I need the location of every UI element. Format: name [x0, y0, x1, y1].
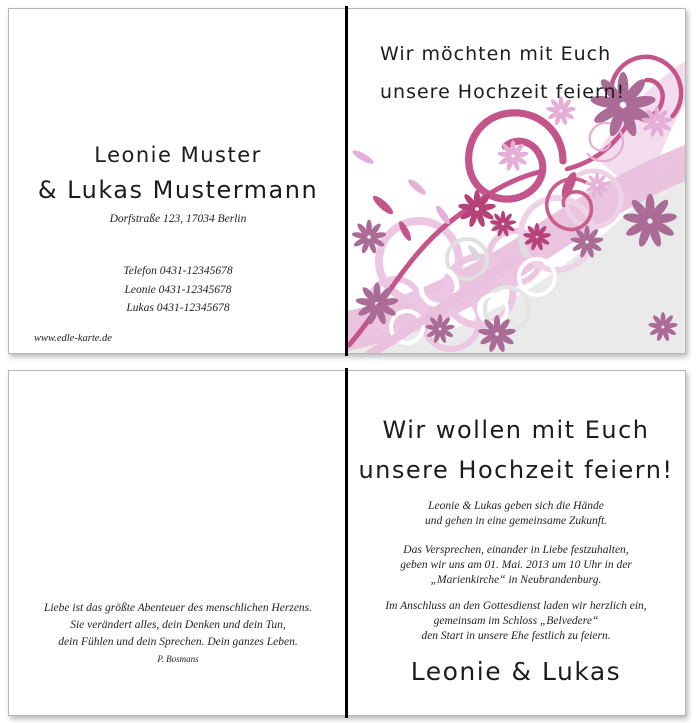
- cover-headline-line-1: Wir möchten mit Euch: [380, 43, 612, 65]
- fold-line: [345, 368, 348, 718]
- paragraph-line: Im Anschluss an den Gottesdienst laden wir herzlich ein,: [385, 599, 647, 612]
- invitation-paragraph-2: [347, 543, 685, 588]
- invitation-headline-line-2: unsere Hochzeit feiern!: [358, 455, 674, 484]
- phone-line: Leonie 0431-12345678: [124, 283, 232, 296]
- front-cover-panel: [347, 9, 685, 353]
- paragraph-line: und gehen in eine gemeinsame Zukunft.: [424, 515, 608, 528]
- quote-author: P. Bosmans: [157, 653, 199, 664]
- quote-line-3: dein Fühlen und dein Sprechen. Dein ganzes Leben.: [58, 636, 298, 649]
- phone-line: Lukas 0431-12345678: [126, 302, 230, 315]
- contact-block: [9, 9, 347, 318]
- address-line: Dorfstraße 123, 17034 Berlin: [109, 213, 247, 225]
- invitation-headline: [347, 411, 685, 490]
- paragraph-line: Das Versprechen, einander in Liebe festzuhalten,: [403, 544, 629, 557]
- signature: Leonie & Lukas: [410, 656, 622, 686]
- cover-headline-line-2: unsere Hochzeit feiern!: [380, 81, 626, 103]
- paragraph-line: „Marienkirche“ in Neubrandenburg.: [430, 573, 602, 586]
- invitation-headline-line-1: Wir wollen mit Euch: [382, 416, 650, 444]
- inside-right-panel: [347, 371, 685, 715]
- paragraph-line: den Start in unsere Ehe festlich zu feiern.: [421, 629, 611, 642]
- paragraph-line: geben wir uns am 01. Mai. 2013 um 10 Uhr in der: [400, 559, 632, 571]
- name-line-2: & Lukas Mustermann: [37, 176, 319, 204]
- quote-block: [9, 600, 347, 666]
- card-outside-spread: [8, 8, 686, 354]
- quote-line-1: Liebe ist das größte Abenteuer des menschlichen Herzens.: [43, 601, 313, 614]
- invitation-paragraph-1: [347, 499, 685, 529]
- card-inside-spread: [8, 370, 686, 716]
- back-cover-panel: [9, 9, 347, 353]
- phone-list: [9, 262, 347, 318]
- quote-line-2: Sie verändert alles, dein Denken und dein Tun,: [70, 619, 286, 631]
- invitation-paragraph-3: [347, 599, 685, 644]
- website-url: www.edle-karte.de: [34, 333, 112, 344]
- name-line-1: Leonie Muster: [94, 143, 262, 167]
- paragraph-line: Leonie & Lukas geben sich die Hände: [428, 500, 604, 513]
- inside-left-panel: [9, 371, 347, 715]
- phone-line: Telefon 0431-12345678: [123, 265, 233, 277]
- cover-headline: [380, 35, 625, 111]
- invitation-text: [347, 371, 685, 686]
- fold-line: [345, 6, 348, 356]
- paragraph-line: gemeinsam im Schloss „Belvedere“: [433, 614, 599, 627]
